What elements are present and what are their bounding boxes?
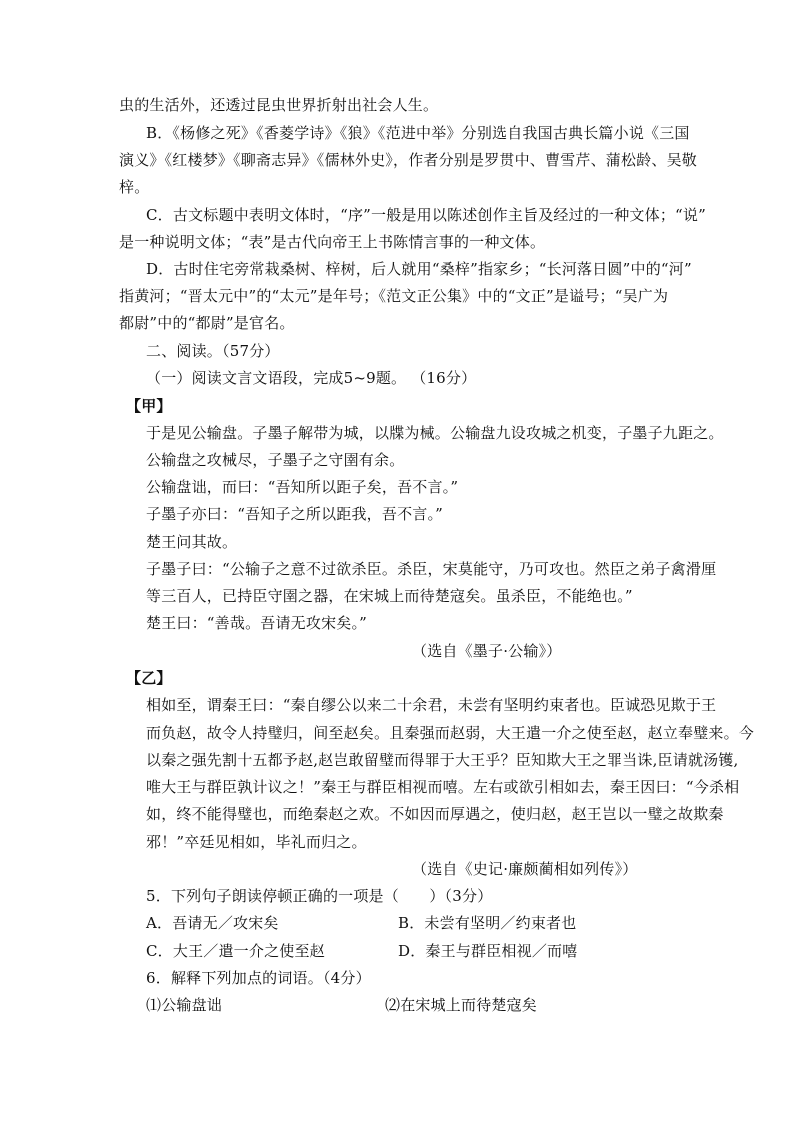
option-b-line-1: B．《杨修之死》《香菱学诗》《狼》《范进中举》分别选自我国古典长篇小说《三国 (146, 124, 690, 142)
option-b-line-2: 演义》《红楼梦》《聊斋志异》《儒林外史》，作者分别是罗贯中、曹雪芹、蒲松龄、吴敬 (119, 151, 698, 169)
passage-yi-line: 唯大王与群臣孰计议之！”秦王与群臣相视而嘻。左右或欲引相如去，秦王因曰：“今杀相 (146, 778, 740, 796)
question-6-stem: 6．解释下列加点的词语。（4分） (146, 969, 371, 987)
subsection-heading: （一）阅读文言文语段，完成5~9题。 （16分） (146, 369, 477, 387)
passage-jia-line: 子墨子亦曰：“吾知子之所以距我，吾不言。” (146, 505, 444, 523)
passage-jia-line: 公输盘之攻械尽，子墨子之守圉有余。 (146, 451, 405, 469)
question-5-stem: 5．下列句子朗读停顿正确的一项是（ ）（3分） (146, 887, 493, 905)
passage-yi-line: 而负赵，故令人持璧归，间至赵矣。且秦强而赵弱，大王遣一介之使至赵，赵立奉璧来。今 (146, 724, 755, 742)
section-heading: 二、阅读。（57分） (146, 342, 280, 360)
passage-jia-source: （选自《墨子·公输》） (412, 642, 562, 660)
passage-yi-line: 如，终不能得璧也，而绝秦赵之欢。不如因而厚遇之，使归赵，赵王岂以一璧之故欺秦 (146, 805, 724, 823)
passage-jia-line: 子墨子曰：“公输子之意不过欲杀臣。杀臣，宋莫能守，乃可攻也。然臣之弟子禽滑厘 (146, 560, 717, 578)
option-b-line-3: 梓。 (119, 178, 150, 196)
option-c-line-1: C．古文标题中表明文体时，“序”一般是用以陈述创作主旨及经过的一种文体；“说” (146, 206, 706, 224)
text-line: 虫的生活外，还透过昆虫世界折射出社会人生。 (119, 96, 439, 114)
question-5-option-c: C．大王／遣一介之使至赵 (146, 942, 325, 960)
passage-jia-label: 【甲】 (126, 397, 172, 415)
passage-jia-line: 等三百人，已持臣守圉之器，在宋城上而待楚寇矣。虽杀臣，不能绝也。” (146, 587, 633, 605)
passage-jia-line: 于是见公输盘。子墨子解带为城，以牒为械。公输盘九设攻城之机变，子墨子九距之。 (146, 424, 724, 442)
passage-jia-line: 楚王问其故。 (146, 533, 238, 551)
passage-yi-line: 以秦之强先割十五都予赵,赵岂敢留璧而得罪于大王乎？臣知欺大王之罪当诛,臣请就汤镬, (146, 751, 739, 769)
option-c-line-2: 是一种说明文体；“表”是古代向帝王上书陈情言事的一种文体。 (119, 233, 546, 251)
passage-jia-line: 楚王曰：“善哉。吾请无攻宋矣。” (146, 614, 368, 632)
option-d-line-1: D．古时住宅旁常栽桑树、梓树，后人就用“桑梓”指家乡；“长河落日圆”中的“河” (146, 260, 692, 278)
passage-yi-label: 【乙】 (126, 669, 172, 687)
passage-yi-line: 邪！”卒廷见相如，毕礼而归之。 (146, 833, 367, 851)
question-6-item-2: ⑵在宋城上而待楚寇矣 (385, 996, 538, 1014)
question-5-option-b: B．未尝有坚明／约束者也 (398, 914, 577, 932)
question-6-item-1: ⑴公输盘诎 (146, 996, 223, 1014)
option-d-line-2: 指黄河；“晋太元中”的“太元”是年号；《范文正公集》中的“文正”是谥号；“吴广为 (119, 287, 669, 305)
passage-yi-source: （选自《史记·廉颇蔺相如列传》） (412, 860, 638, 878)
question-5-option-a: A．吾请无／攻宋矣 (146, 914, 279, 932)
question-5-option-d: D．秦王与群臣相视／而嘻 (398, 942, 578, 960)
passage-yi-line: 相如至，谓秦王曰：“秦自缪公以来二十余君，未尝有坚明约束者也。臣诚恐见欺于王 (146, 696, 717, 714)
option-d-line-3: 都尉”中的“都尉”是官名。 (119, 314, 295, 332)
passage-jia-line: 公输盘诎，而曰：“吾知所以距子矣，吾不言。” (146, 478, 459, 496)
